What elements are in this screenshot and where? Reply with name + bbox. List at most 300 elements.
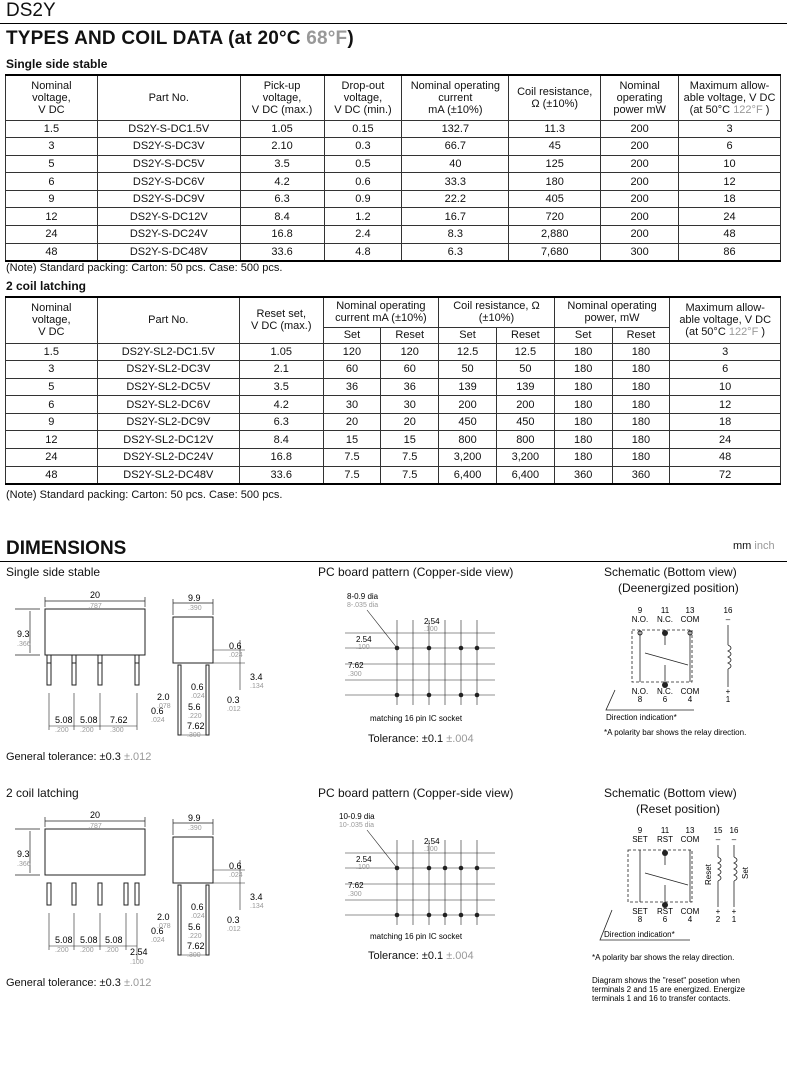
table-cell: 7.5	[381, 466, 439, 484]
table-cell: 180	[612, 449, 670, 467]
table-cell: 3	[6, 138, 98, 156]
svg-text:2.54: 2.54	[424, 837, 440, 846]
svg-text:13: 13	[685, 826, 695, 835]
table-cell: DS2Y-SL2-DC6V	[97, 396, 239, 414]
table-cell: 30	[323, 396, 381, 414]
svg-text:+: +	[731, 907, 737, 916]
schem-single-sub: (Deenergized position)	[618, 581, 739, 595]
table-cell: 4.8	[324, 243, 402, 261]
table-row	[6, 343, 781, 361]
table-cell: 12.5	[496, 343, 554, 361]
col-coil-resistance: Coil resistance, Ω (±10%)	[439, 297, 555, 327]
svg-text:.012: .012	[227, 926, 241, 933]
table-cell: 5	[6, 155, 98, 173]
svg-text:5.08: 5.08	[80, 935, 98, 945]
table-cell: 0.9	[324, 190, 402, 208]
table-cell: 33.6	[239, 466, 323, 484]
table-cell: 60	[323, 361, 381, 379]
table-cell: 180	[554, 396, 612, 414]
schem-latch-sub: (Reset position)	[636, 802, 721, 816]
pin	[47, 663, 51, 685]
pcb-single-caption: PC board pattern (Copper-side view)	[318, 565, 514, 579]
schem-latch-caption: Schematic (Bottom view)	[604, 786, 737, 800]
svg-text:–: –	[725, 615, 731, 624]
svg-text:2.54: 2.54	[130, 947, 148, 957]
table-cell: 12	[679, 173, 781, 191]
svg-text:SET: SET	[632, 907, 648, 916]
pcb-holes-latch	[395, 866, 480, 918]
table-cell: 30	[381, 396, 439, 414]
table-cell: 15	[381, 431, 439, 449]
svg-text:N.C.: N.C.	[657, 615, 673, 624]
table-row	[6, 396, 781, 414]
svg-text:8: 8	[637, 915, 643, 924]
table-cell: 8.4	[239, 431, 323, 449]
svg-text:11: 11	[660, 606, 670, 615]
table-cell: DS2Y-SL2-DC3V	[97, 361, 239, 379]
table-cell: 200	[601, 120, 679, 138]
latch-dim-caption: 2 coil latching	[6, 786, 79, 800]
svg-text:N.C.: N.C.	[657, 687, 673, 696]
table-cell: DS2Y-SL2-DC1.5V	[97, 343, 239, 361]
table-cell: 9	[6, 190, 98, 208]
table-cell: 4.2	[239, 396, 323, 414]
table-cell: 360	[554, 466, 612, 484]
table-cell: 8.3	[402, 226, 509, 244]
dim-height-in: .366	[17, 641, 31, 648]
svg-text:+: +	[725, 687, 731, 696]
svg-text:0.3: 0.3	[227, 915, 240, 925]
svg-text:.100: .100	[424, 846, 438, 853]
svg-text:5.08: 5.08	[105, 935, 123, 945]
table-cell: 48	[6, 466, 98, 484]
header-rule	[0, 23, 787, 24]
table-cell: 180	[612, 431, 670, 449]
pcb-latch-tolerance: Tolerance: ±0.1 ±.004	[368, 950, 474, 962]
svg-text:.200: .200	[105, 947, 119, 954]
table-cell: 6,400	[439, 466, 497, 484]
table-cell: 6	[670, 361, 781, 379]
table-cell: 200	[601, 173, 679, 191]
table-cell: 3,200	[496, 449, 554, 467]
svg-text:.787: .787	[88, 823, 102, 830]
col-operating-power: Nominal operating power mW	[601, 75, 679, 120]
schematic-single	[606, 625, 731, 710]
table-cell: 120	[323, 343, 381, 361]
svg-text:RST: RST	[657, 907, 673, 916]
svg-text:4: 4	[687, 695, 693, 704]
svg-text:4: 4	[687, 915, 693, 924]
table-cell: 8.4	[240, 208, 324, 226]
table-cell: 9	[6, 413, 98, 431]
hole-dia-in: 8-.035 dia	[347, 602, 379, 609]
svg-text:COM: COM	[680, 835, 700, 844]
sub-set: Set	[323, 327, 381, 343]
svg-text:.100: .100	[356, 864, 370, 871]
table-cell: 800	[439, 431, 497, 449]
svg-text:Diagram shows the "reset" pose: Diagram shows the "reset" posetion when	[592, 976, 740, 985]
table-cell: 3	[679, 120, 781, 138]
table-row	[6, 173, 781, 191]
dim-56: 5.6	[188, 702, 201, 712]
table-cell: 16.8	[239, 449, 323, 467]
svg-text:.100: .100	[130, 959, 144, 966]
table-cell: 20	[381, 413, 439, 431]
svg-text:COM: COM	[680, 907, 700, 916]
svg-text:SET: SET	[632, 835, 648, 844]
dim-pitch-3: 7.62	[110, 715, 128, 725]
table-cell: 2,880	[509, 226, 601, 244]
latching-heading: 2 coil latching	[6, 279, 87, 293]
table-row	[6, 361, 781, 379]
col-part-no: Part No.	[97, 75, 240, 120]
dim-06b-in: .024	[191, 693, 205, 700]
table-cell: 10	[670, 378, 781, 396]
table-cell: 4.2	[240, 173, 324, 191]
dim-height: 9.3	[17, 629, 30, 639]
table-cell: 200	[601, 226, 679, 244]
svg-text:16: 16	[729, 826, 739, 835]
svg-text:.390: .390	[188, 825, 202, 832]
col-coil-resistance: Coil resistance, Ω (±10%)	[509, 75, 601, 120]
col-max-voltage: Maximum allow- able voltage, V DC (at 50°C 122°F )	[670, 297, 781, 343]
pcb-254-b-in: .100	[356, 644, 370, 651]
table-cell: 180	[554, 378, 612, 396]
pin	[135, 663, 139, 685]
table-cell: 720	[509, 208, 601, 226]
svg-text:–: –	[731, 835, 737, 844]
table-cell: 6	[6, 173, 98, 191]
table-cell: 10	[679, 155, 781, 173]
sub-reset: Reset	[496, 327, 554, 343]
svg-text:5.08: 5.08	[55, 935, 73, 945]
pcb-latch-caption: PC board pattern (Copper-side view)	[318, 786, 514, 800]
table-cell: 200	[601, 208, 679, 226]
table-cell: DS2Y-S-DC3V	[97, 138, 240, 156]
table-row	[6, 155, 781, 173]
table-cell: 7.5	[323, 466, 381, 484]
table-cell: 86	[679, 243, 781, 261]
table-cell: 24	[6, 226, 98, 244]
table-cell: DS2Y-SL2-DC9V	[97, 413, 239, 431]
pcb-254-a: 2.54	[424, 617, 440, 626]
col-operating-power: Nominal operating power, mW	[554, 297, 670, 327]
dim-03: 0.3	[227, 695, 240, 705]
polarity-note-latch: *A polarity bar shows the relay direction.	[592, 953, 735, 962]
svg-text:.366: .366	[17, 861, 31, 868]
pcb-254-b: 2.54	[356, 635, 372, 644]
dim-pitch-2: 5.08	[80, 715, 98, 725]
svg-text:11: 11	[660, 826, 670, 835]
table-cell: DS2Y-S-DC9V	[97, 190, 240, 208]
col-max-voltage: Maximum allow- able voltage, V DC (at 50°C 122°F )	[679, 75, 781, 120]
svg-text:1: 1	[725, 695, 731, 704]
single-dim-caption: Single side stable	[6, 565, 101, 579]
latching-rows	[6, 343, 781, 484]
svg-text:1: 1	[731, 915, 737, 924]
table-cell: 6.3	[239, 413, 323, 431]
table-cell: 0.3	[324, 138, 402, 156]
svg-text:2.0: 2.0	[157, 912, 170, 922]
table-cell: 40	[402, 155, 509, 173]
svg-text:–: –	[715, 835, 721, 844]
svg-text:COM: COM	[680, 615, 700, 624]
units-label: mm inch	[733, 540, 775, 552]
pin	[98, 663, 102, 685]
table-cell: 12	[6, 431, 98, 449]
table-cell: 24	[670, 431, 781, 449]
table-cell: 200	[601, 138, 679, 156]
dim-length: 20	[89, 590, 101, 600]
table-cell: 24	[679, 208, 781, 226]
table-cell: 15	[323, 431, 381, 449]
svg-text:9: 9	[637, 826, 643, 835]
table-cell: 18	[679, 190, 781, 208]
table-cell: DS2Y-SL2-DC48V	[97, 466, 239, 484]
sub-reset: Reset	[612, 327, 670, 343]
table-cell: 132.7	[402, 120, 509, 138]
dim-06c-in: .024	[151, 717, 165, 724]
svg-text:matching 16 pin IC socket: matching 16 pin IC socket	[370, 932, 463, 941]
svg-text:7.62: 7.62	[187, 941, 205, 951]
col-operating-current: Nominal operating current mA (±10%)	[402, 75, 509, 120]
table-cell: 16.8	[240, 226, 324, 244]
table-cell: 7.5	[323, 449, 381, 467]
table-cell: 120	[381, 343, 439, 361]
svg-text:2: 2	[715, 915, 721, 924]
table-cell: 12	[670, 396, 781, 414]
table-cell: 33.6	[240, 243, 324, 261]
table-cell: DS2Y-SL2-DC5V	[97, 378, 239, 396]
svg-text:terminals 1 and 16 to transfer: terminals 1 and 16 to transfer contacts.	[592, 994, 731, 1003]
table-cell: 3	[670, 343, 781, 361]
svg-text:RST: RST	[657, 835, 673, 844]
table-cell: 3,200	[439, 449, 497, 467]
table-cell: DS2Y-S-DC1.5V	[97, 120, 240, 138]
table-cell: 24	[6, 449, 98, 467]
table-cell: DS2Y-S-DC5V	[97, 155, 240, 173]
table-cell: 60	[381, 361, 439, 379]
pcb-762: 7.62	[348, 661, 364, 670]
table-cell: 200	[601, 155, 679, 173]
svg-text:10-0.9 dia: 10-0.9 dia	[339, 812, 375, 821]
pin	[72, 663, 76, 685]
table-row	[6, 466, 781, 484]
svg-text:.078: .078	[157, 923, 171, 930]
table-cell: 1.05	[239, 343, 323, 361]
table-cell: 0.15	[324, 120, 402, 138]
col-nominal-voltage: Nominal voltage, V DC	[6, 75, 98, 120]
schem-single-caption: Schematic (Bottom view)	[604, 565, 737, 579]
relay-body-outline	[45, 609, 145, 655]
table-cell: 5	[6, 378, 98, 396]
single-tolerance: General tolerance: ±0.3 ±.012	[6, 751, 152, 763]
table-cell: 139	[439, 378, 497, 396]
table-cell: 50	[439, 361, 497, 379]
svg-text:2.54: 2.54	[356, 855, 372, 864]
table-cell: 180	[554, 361, 612, 379]
title-fahrenheit: 68°F	[306, 28, 348, 49]
svg-text:10-.035 dia: 10-.035 dia	[339, 822, 375, 829]
dim-762-in: .300	[187, 732, 201, 739]
table-cell: 125	[509, 155, 601, 173]
table-cell: 360	[612, 466, 670, 484]
table-cell: 450	[439, 413, 497, 431]
svg-text:N.O.: N.O.	[631, 615, 649, 624]
table-cell: DS2Y-S-DC12V	[97, 208, 240, 226]
latch-tolerance: General tolerance: ±0.3 ±.012	[6, 977, 152, 989]
dim-762: 7.62	[187, 721, 205, 731]
table-cell: 6.3	[402, 243, 509, 261]
table-cell: 48	[679, 226, 781, 244]
table-cell: 2.4	[324, 226, 402, 244]
svg-text:.220: .220	[188, 933, 202, 940]
single-stable-table	[5, 74, 781, 262]
table-cell: 45	[509, 138, 601, 156]
table-cell: 180	[612, 378, 670, 396]
table-cell: 180	[554, 431, 612, 449]
schematic-latch	[600, 845, 737, 940]
relay-end-view	[173, 599, 245, 735]
table-cell: 6	[6, 396, 98, 414]
table-cell: 3.5	[240, 155, 324, 173]
table-cell: 22.2	[402, 190, 509, 208]
table-cell: 36	[381, 378, 439, 396]
svg-text:.200: .200	[80, 947, 94, 954]
svg-text:13: 13	[685, 606, 695, 615]
pcb-pattern-single	[345, 610, 495, 705]
table-cell: 2.10	[240, 138, 324, 156]
table-row	[6, 413, 781, 431]
dim-length-in: .787	[88, 603, 102, 610]
table-cell: 139	[496, 378, 554, 396]
table-cell: 7,680	[509, 243, 601, 261]
single-stable-note: (Note) Standard packing: Carton: 50 pcs. Case: 500 pcs.	[6, 262, 283, 274]
svg-text:0.6: 0.6	[151, 926, 164, 936]
table-cell: 6.3	[240, 190, 324, 208]
svg-text:.024: .024	[229, 872, 243, 879]
socket-note: matching 16 pin IC socket	[370, 714, 463, 723]
svg-text:.024: .024	[151, 937, 165, 944]
pcb-single-tolerance: Tolerance: ±0.1 ±.004	[368, 733, 474, 745]
table-cell: 7.5	[381, 449, 439, 467]
model-name: DS2Y	[6, 0, 56, 21]
table-cell: 180	[612, 343, 670, 361]
table-cell: 180	[554, 449, 612, 467]
col-reset-set-voltage: Reset set, V DC (max.)	[239, 297, 323, 343]
svg-text:9: 9	[637, 606, 643, 615]
svg-text:9.3: 9.3	[17, 849, 30, 859]
title-end: )	[347, 28, 354, 49]
table-cell: 1.2	[324, 208, 402, 226]
col-nominal-voltage: Nominal voltage, V DC	[6, 297, 98, 343]
table-cell: DS2Y-SL2-DC24V	[97, 449, 239, 467]
dim-34: 3.4	[250, 672, 263, 682]
table-cell: 2.1	[239, 361, 323, 379]
table-cell: 800	[496, 431, 554, 449]
svg-text:8: 8	[637, 695, 643, 704]
table-cell: 50	[496, 361, 554, 379]
title-main: TYPES AND COIL DATA (at 20°C	[6, 28, 307, 49]
table-row	[6, 226, 781, 244]
table-cell: 180	[554, 343, 612, 361]
table-cell: 3.5	[239, 378, 323, 396]
svg-text:.024: .024	[191, 913, 205, 920]
svg-text:.300: .300	[187, 952, 201, 959]
svg-text:N.O.: N.O.	[631, 687, 649, 696]
svg-text:+: +	[715, 907, 721, 916]
table-cell: 180	[509, 173, 601, 191]
svg-text:.134: .134	[250, 903, 264, 910]
pcb-254-a-in: .100	[424, 626, 438, 633]
dim-06-in: .024	[229, 652, 243, 659]
table-cell: 48	[6, 243, 98, 261]
table-cell: DS2Y-SL2-DC12V	[97, 431, 239, 449]
table-cell: DS2Y-S-DC48V	[97, 243, 240, 261]
table-cell: 0.5	[324, 155, 402, 173]
svg-text:6: 6	[662, 915, 668, 924]
table-cell: 20	[323, 413, 381, 431]
svg-text:20: 20	[89, 810, 101, 820]
dim-06c: 0.6	[151, 706, 164, 716]
col-part-no: Part No.	[97, 297, 239, 343]
table-row	[6, 208, 781, 226]
dim-03-in: .012	[227, 706, 241, 713]
table-cell: 6	[679, 138, 781, 156]
col-pickup-voltage: Pick-up voltage, V DC (max.)	[240, 75, 324, 120]
svg-text:terminals 2 and 15 are energiz: terminals 2 and 15 are energized. Energize	[592, 985, 745, 994]
relay-side-view	[15, 597, 145, 730]
table-cell: 16.7	[402, 208, 509, 226]
sub-set: Set	[439, 327, 497, 343]
col-operating-current: Nominal operating current mA (±10%)	[323, 297, 439, 327]
latching-table	[5, 296, 781, 485]
dim-pitch-1-in: .200	[55, 727, 69, 734]
dim-06b: 0.6	[191, 682, 204, 692]
dim-pitch-1: 5.08	[55, 715, 73, 725]
table-cell: 33.3	[402, 173, 509, 191]
direction-indication: Direction indication*	[606, 713, 677, 722]
table-row	[6, 120, 781, 138]
table-cell: 36	[323, 378, 381, 396]
latching-note: (Note) Standard packing: Carton: 50 pcs. Case: 500 pcs.	[6, 489, 283, 501]
table-row	[6, 449, 781, 467]
dim-20-in: .078	[157, 703, 171, 710]
dim-width: 9.9	[188, 593, 201, 603]
table-cell: 72	[670, 466, 781, 484]
table-cell: 48	[670, 449, 781, 467]
table-cell: 450	[496, 413, 554, 431]
section-title-types	[6, 28, 354, 50]
svg-text:15: 15	[713, 826, 723, 835]
end-body-outline	[173, 617, 213, 663]
svg-text:.300: .300	[348, 891, 362, 898]
coil-reset-label: Reset	[704, 864, 713, 885]
table-cell: DS2Y-S-DC6V	[97, 173, 240, 191]
table-cell: 200	[601, 190, 679, 208]
svg-text:6: 6	[662, 695, 668, 704]
table-cell: 180	[554, 413, 612, 431]
table-cell: 12.5	[439, 343, 497, 361]
table-cell: 11.3	[509, 120, 601, 138]
table-cell: 180	[612, 361, 670, 379]
table-cell: 12	[6, 208, 98, 226]
dim-width-in: .390	[188, 605, 202, 612]
table-cell: 180	[612, 413, 670, 431]
table-cell: 0.6	[324, 173, 402, 191]
pcb-762-in: .300	[348, 671, 362, 678]
svg-text:3.4: 3.4	[250, 892, 263, 902]
